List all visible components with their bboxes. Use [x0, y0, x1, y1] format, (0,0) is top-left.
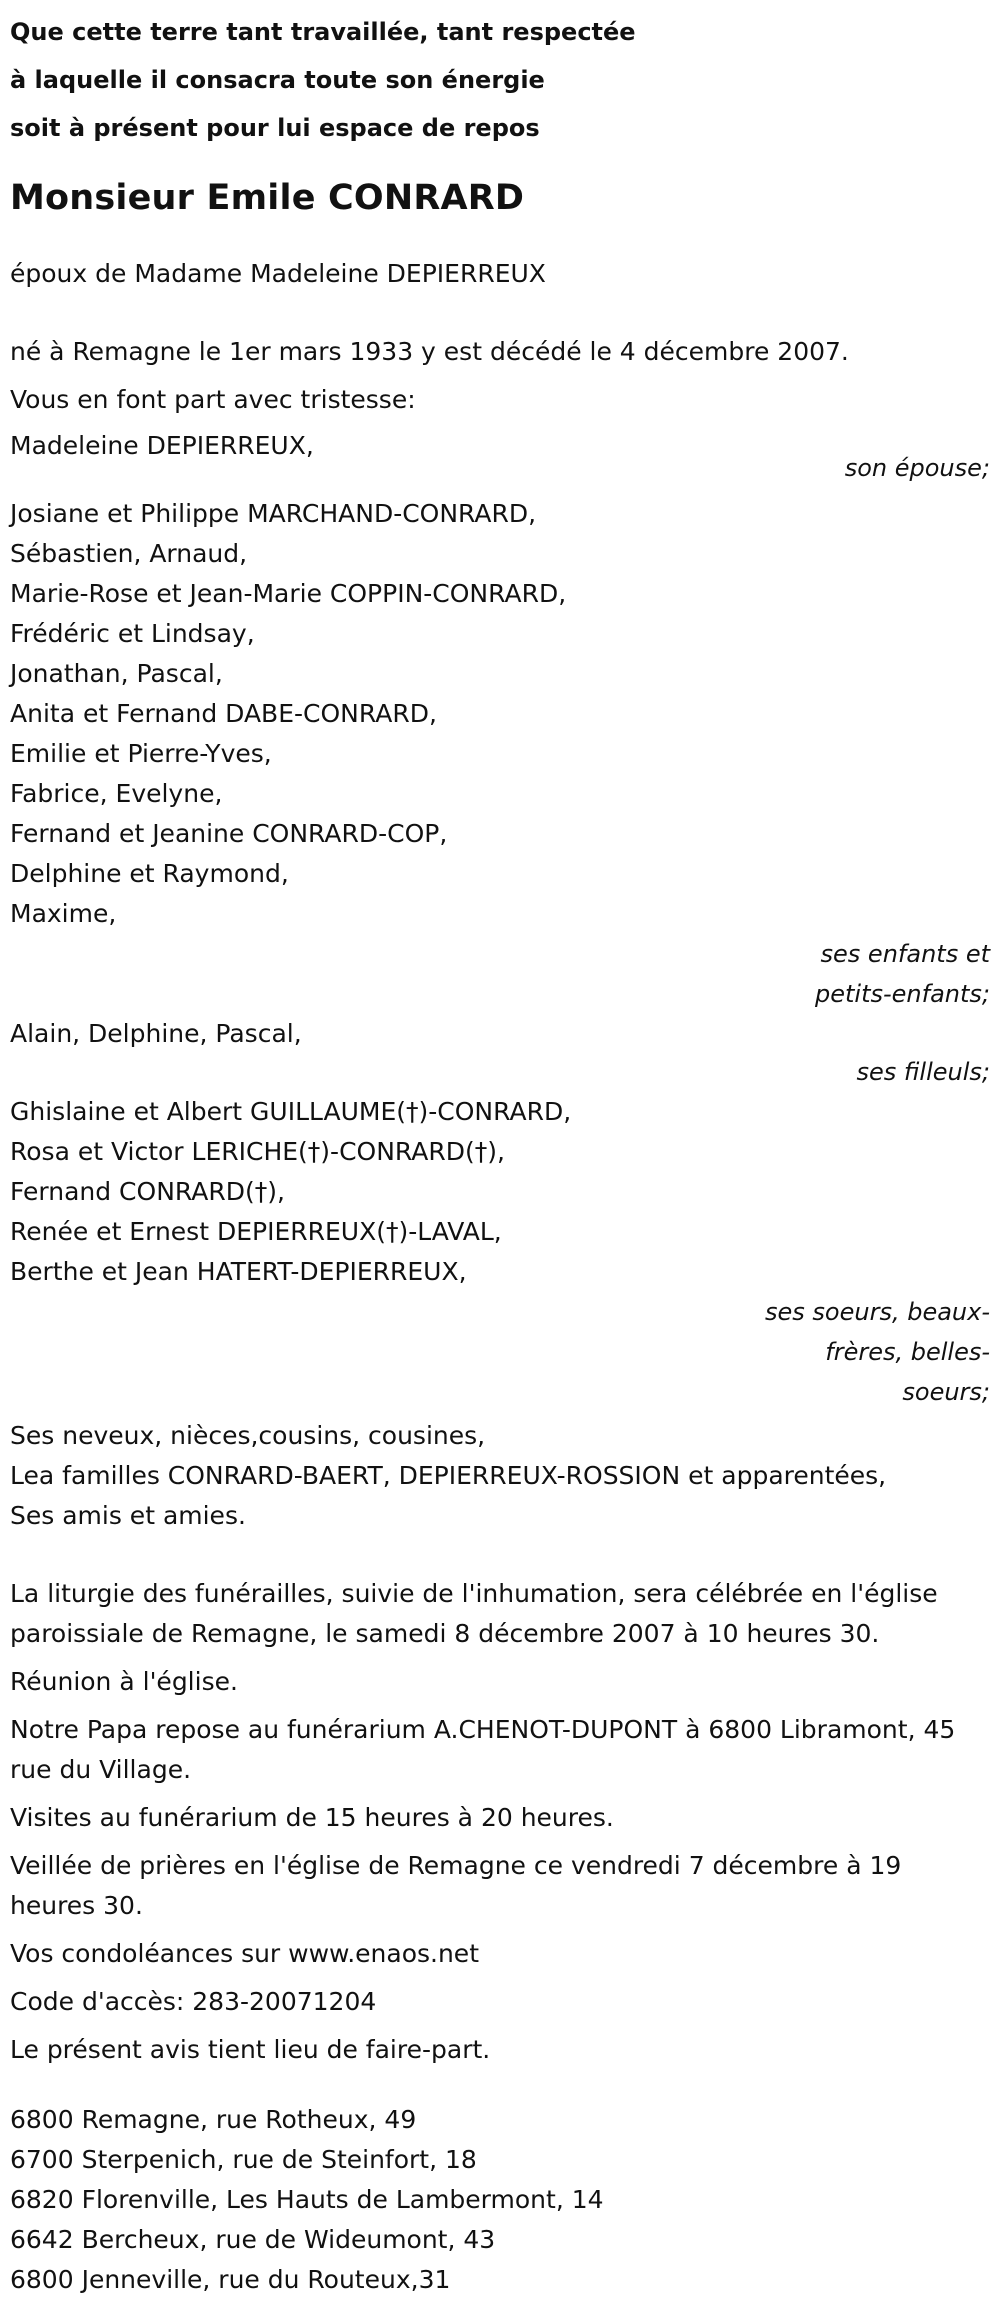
list-item: Sébastien, Arnaud, — [10, 539, 248, 568]
list-item: Fernand CONRARD(†), — [10, 1177, 285, 1206]
role-label: ses soeurs, beaux- — [765, 1298, 990, 1326]
spouse-line: époux de Madame Madeleine DEPIERREUX — [10, 259, 546, 288]
poem — [10, 0, 670, 152]
spouse-group — [10, 426, 1000, 488]
siblings-group — [10, 1092, 1000, 1412]
list-item: Rosa et Victor LERICHE(†)-CONRARD(†), — [10, 1137, 505, 1166]
poem-line-3: soit à présent pour lui espace de repos — [10, 114, 540, 142]
address-item: 6700 Sterpenich, rue de Steinfort, 18 — [10, 2145, 477, 2174]
role-label: frères, belles- — [825, 1338, 990, 1366]
list-item: Delphine et Raymond, — [10, 859, 289, 888]
list-item: Fernand et Jeanine CONRARD-COP, — [10, 819, 448, 848]
list-item: Alain, Delphine, Pascal, — [10, 1019, 302, 1048]
list-item: Marie-Rose et Jean-Marie COPPIN-CONRARD, — [10, 579, 567, 608]
list-item: Anita et Fernand DABE-CONRARD, — [10, 699, 437, 728]
role-label: ses enfants et — [820, 940, 990, 968]
others-group — [10, 1416, 1000, 1536]
birth-death-line: né à Remagne le 1er mars 1933 y est décédé le 4 décembre 2007. — [10, 337, 849, 366]
liturgy-text: La liturgie des funérailles, suivie de l'inhumation, sera célébrée en l'église paroissiale de Remagne, le samedi 8 décembre 2007 à 10 heures 30. — [10, 1579, 938, 1648]
list-item: Maxime, — [10, 899, 117, 928]
announcement-intro: Vous en font part avec tristesse: — [10, 385, 416, 414]
address-item: 6800 Remagne, rue Rotheux, 49 — [10, 2105, 417, 2134]
condolences-text: Vos condoléances sur www.enaos.net — [10, 1939, 479, 1968]
role-label: petits-enfants; — [815, 980, 990, 1008]
address-item: 6820 Florenville, Les Hauts de Lambermont, 14 — [10, 2185, 604, 2214]
poem-line-1: Que cette terre tant travaillée, tant respectée — [10, 18, 636, 46]
list-item: Jonathan, Pascal, — [10, 659, 223, 688]
deceased-name: Monsieur Emile CONRARD — [10, 178, 525, 218]
role-label: ses filleuls; — [856, 1058, 990, 1086]
list-item: Renée et Ernest DEPIERREUX(†)-LAVAL, — [10, 1217, 502, 1246]
list-item: Frédéric et Lindsay, — [10, 619, 255, 648]
list-item: Ghislaine et Albert GUILLAUME(†)-CONRARD, — [10, 1097, 572, 1126]
children-group — [10, 494, 1000, 1014]
access-code-text: Code d'accès: 283-20071204 — [10, 1987, 377, 2016]
vigil-text: Veillée de prières en l'église de Remagne ce vendredi 7 décembre à 19 heures 30. — [10, 1851, 902, 1920]
address-item: 6642 Bercheux, rue de Wideumont, 43 — [10, 2225, 496, 2254]
role-label: son épouse; — [844, 454, 990, 482]
poem-line-2: à laquelle il consacra toute son énergie — [10, 66, 545, 94]
rest-place-text: Notre Papa repose au funérarium A.CHENOT-DUPONT à 6800 Libramont, 45 rue du Village. — [10, 1715, 956, 1784]
list-item: Fabrice, Evelyne, — [10, 779, 223, 808]
meeting-text: Réunion à l'église. — [10, 1667, 238, 1696]
list-item: Emilie et Pierre-Yves, — [10, 739, 272, 768]
notice-text: Le présent avis tient lieu de faire-part. — [10, 2035, 491, 2064]
list-item: Ses amis et amies. — [10, 1501, 246, 1530]
list-item: Madeleine DEPIERREUX, — [10, 431, 314, 460]
list-item: Berthe et Jean HATERT-DEPIERREUX, — [10, 1257, 467, 1286]
visits-text: Visites au funérarium de 15 heures à 20 heures. — [10, 1803, 614, 1832]
addresses-list — [10, 2100, 1000, 2300]
list-item: Josiane et Philippe MARCHAND-CONRARD, — [10, 499, 537, 528]
list-item: Ses neveux, nièces,cousins, cousines, — [10, 1421, 486, 1450]
address-item: 6800 Jenneville, rue du Routeux,31 — [10, 2265, 451, 2294]
role-label: soeurs; — [902, 1378, 990, 1406]
godchildren-group — [10, 1014, 1000, 1092]
list-item: Lea familles CONRARD-BAERT, DEPIERREUX-ROSSION et apparentées, — [10, 1461, 887, 1490]
